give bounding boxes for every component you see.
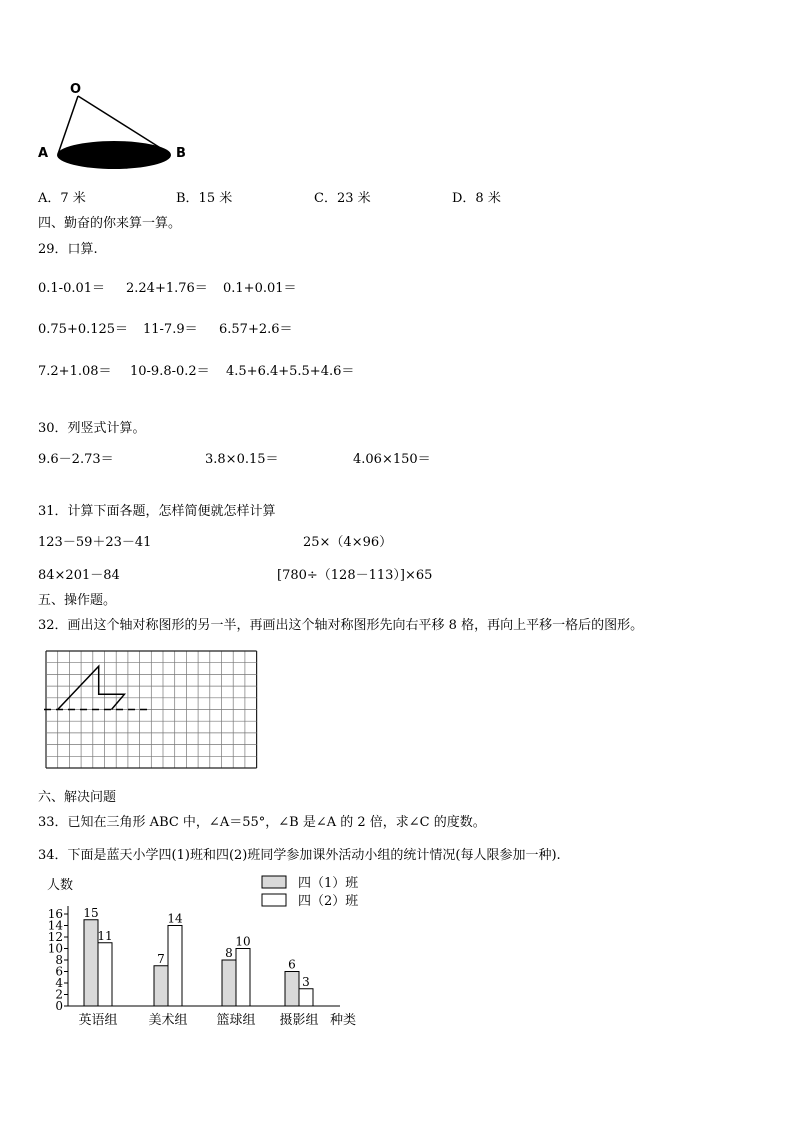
cone-label-o: O — [70, 82, 82, 97]
q28-option-a: A．7 米 — [38, 191, 86, 206]
bar — [98, 943, 112, 1006]
q33-title: 33．已知在三角形 ABC 中，∠A＝55°，∠B 是∠A 的 2 倍，求∠C 的度数。 — [38, 815, 486, 830]
q29-item: 7.2+1.08＝ — [38, 364, 112, 379]
cone-label-b: B — [176, 146, 186, 161]
bar — [236, 949, 250, 1007]
q29-title: 29．口算. — [38, 242, 98, 257]
y-axis-label: 人数 — [47, 878, 74, 893]
category-label: 摄影组 — [279, 1013, 319, 1028]
y-tick-label: 6 — [55, 964, 63, 979]
q31-title: 31．计算下面各题，怎样简便就怎样计算 — [38, 504, 276, 519]
bar-value-label: 15 — [83, 905, 99, 920]
section-6-heading: 六、解决问题 — [38, 790, 117, 805]
q28-option-d: D．8 米 — [452, 191, 501, 206]
bar-value-label: 10 — [235, 934, 251, 949]
y-tick-label: 14 — [47, 918, 63, 933]
q29-item: 6.57+2.6＝ — [219, 322, 293, 337]
legend-swatch — [262, 876, 286, 888]
x-axis-label: 种类 — [330, 1013, 357, 1028]
q29-item: 2.24+1.76＝ — [126, 281, 208, 296]
q29-item: 0.75+0.125＝ — [38, 322, 129, 337]
q31-item: 25×（4×96） — [303, 535, 393, 550]
cone-label-a: A — [38, 146, 49, 161]
y-tick-label: 2 — [55, 987, 63, 1002]
bar-value-label: 6 — [288, 957, 296, 972]
bar — [154, 966, 168, 1006]
q30-item: 3.8×0.15＝ — [205, 452, 279, 467]
q30-title: 30．列竖式计算。 — [38, 421, 146, 436]
bar — [84, 920, 98, 1006]
bar-value-label: 3 — [302, 974, 310, 989]
q30-item: 9.6－2.73＝ — [38, 452, 114, 467]
q29-item: 4.5+6.4+5.5+4.6＝ — [226, 364, 355, 379]
y-tick-label: 10 — [47, 941, 63, 956]
q30-item: 4.06×150＝ — [353, 452, 431, 467]
y-tick-label: 0 — [55, 999, 63, 1013]
legend-label: 四（2）班 — [298, 894, 359, 909]
bar-value-label: 14 — [167, 911, 183, 926]
bar — [168, 926, 182, 1007]
bar — [299, 989, 313, 1006]
category-label: 美术组 — [148, 1013, 188, 1028]
bar-value-label: 11 — [97, 928, 113, 943]
section-5-heading: 五、操作题。 — [38, 593, 117, 608]
q34-title: 34．下面是蓝天小学四(1)班和四(2)班同学参加课外活动小组的统计情况(每人限参加一种). — [38, 848, 561, 863]
q31-item: [780÷（128－113）]×65 — [277, 568, 433, 583]
y-tick-label: 4 — [55, 976, 63, 990]
y-tick-label: 12 — [47, 930, 63, 944]
q32-title: 32．画出这个轴对称图形的另一半，再画出这个轴对称图形先向右平移 8 格，再向上平移一格后的图形。 — [38, 618, 644, 633]
q29-item: 0.1+0.01＝ — [223, 281, 297, 296]
y-tick-label: 8 — [55, 953, 63, 967]
q29-item: 10-9.8-0.2＝ — [130, 364, 210, 379]
bar — [222, 960, 236, 1006]
legend-swatch — [262, 894, 286, 906]
q31-item: 84×201－84 — [38, 568, 120, 583]
q28-option-c: C．23 米 — [314, 191, 371, 206]
y-tick-label: 16 — [47, 907, 63, 921]
q28-option-b: B．15 米 — [176, 191, 233, 206]
legend-label: 四（1）班 — [298, 876, 359, 891]
category-label: 篮球组 — [216, 1013, 256, 1028]
q29-item: 0.1-0.01＝ — [38, 281, 106, 296]
bar-value-label: 8 — [225, 946, 233, 960]
category-label: 英语组 — [78, 1013, 118, 1028]
q31-item: 123－59＋23－41 — [38, 535, 152, 550]
section-4-heading: 四、勤奋的你来算一算。 — [38, 216, 182, 231]
bar — [285, 972, 299, 1007]
bar-value-label: 7 — [157, 951, 165, 966]
q29-item: 11-7.9＝ — [143, 322, 198, 337]
